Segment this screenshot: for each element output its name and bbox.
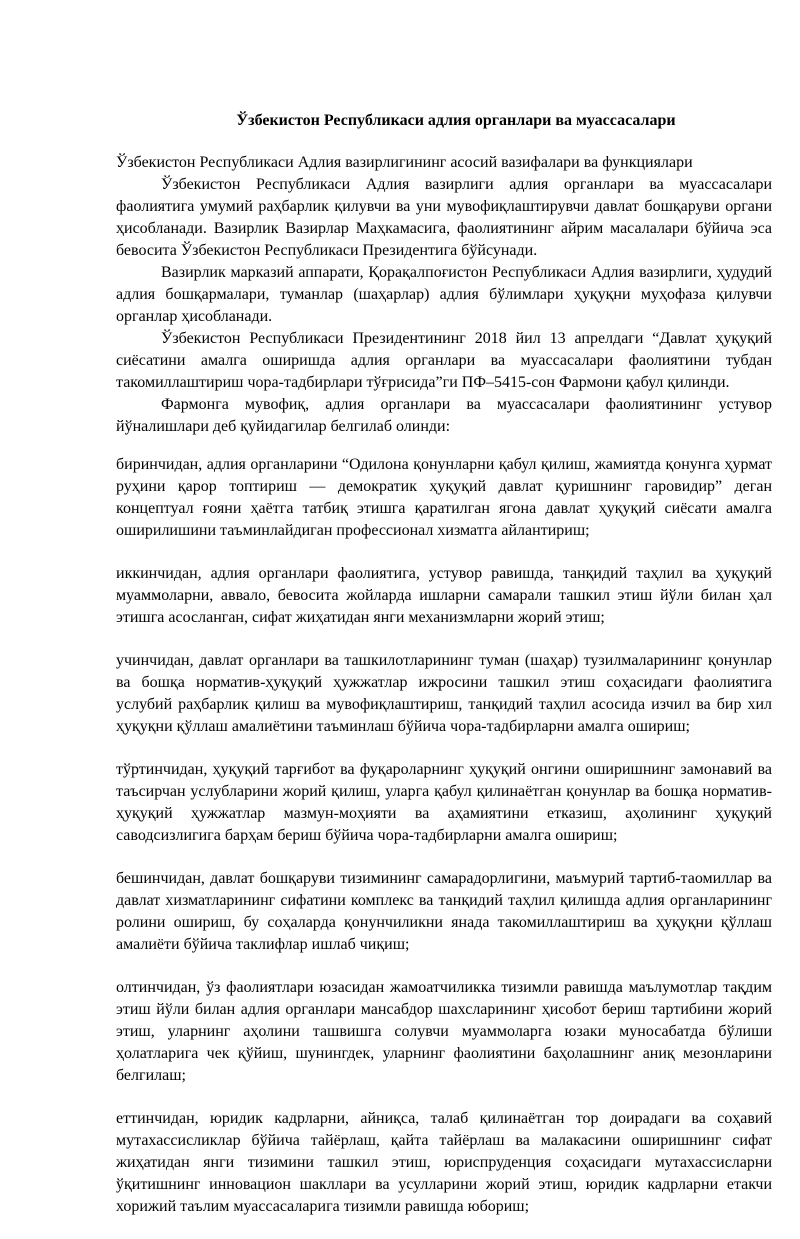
priority-item: еттинчидан, юридик кадрларни, айниқса, талаб қилинаётган тор доирадаги ва соҳавий мутахассисликлар бўйича тайёрлаш, қайта тайёрлаш ва малакасини оширишнинг сифат жиҳатидан янги тизимини ташкил этиш, юриспруденция соҳасидаги мутахассисларни ўқитишнинг инновацион шакллари ва усулларини жорий этиш, юридик кадрларни етакчи хорижий таълим муассасаларига тизимли равишда юбориш; xyxy=(116,1110,772,1215)
intro-paragraph: Фармонга мувофиқ, адлия органлари ва муассасалари фаолиятининг устувор йўналишлари деб қуйидагилар белгилаб олинди: xyxy=(116,396,772,435)
priority-item: биринчидан, адлия органларини “Одилона қонунларни қабул қилиш, жамиятда қонунга ҳурмат руҳини қарор топтириш — демократик ҳуқуқий давлат қуришнинг гаровидир” деган концептуал ғояни ҳаётга татбиқ этишга қаратилган ягона давлат ҳуқуқий сиёсати амалга оширилишини таъминлайдиган профессионал хизматга айлантириш; xyxy=(116,456,772,539)
priority-item: тўртинчидан, ҳуқуқий тарғибот ва фуқароларнинг ҳуқуқий онгини оширишнинг замонавий ва таъсирчан услубларини жорий қилиш, уларга қабул қилинаётган қонунлар ва бошқа норматив-ҳуқуқий ҳужжатлар мазмун-моҳияти ва аҳамиятини етказиш, аҳолининг ҳуқуқий саводсизлигига барҳам бериш бўйича чора-тадбирларни амалга ошириш; xyxy=(116,761,772,844)
priority-list xyxy=(116,454,772,1218)
intro-paragraph: Ўзбекистон Республикаси Адлия вазирлиги адлия органлари ва муассасалари фаолиятига умумий раҳбарлик қилувчи ва уни мувофиқлаштирувчи давлат бошқаруви органи ҳисобланади. Вазирлик Вазирлар Маҳкамасига, фаолиятининг айрим масалалари бўйича эса бевосита Ўзбекистон Республикаси Президентига бўйсунади. xyxy=(116,176,772,259)
priority-item: бешинчидан, давлат бошқаруви тизимининг самарадорлигини, маъмурий тартиб-таомиллар ва давлат хизматларининг сифатини комплекс ва танқидий таҳлил қилишда адлия органларининг ролини ошириш, бу соҳаларда қонунчиликни янада такомиллаштириш ва ҳуқуқни қўллаш амалиёти бўйича таклифлар ишлаб чиқиш; xyxy=(116,870,772,953)
document-page xyxy=(116,110,772,1239)
priority-item: иккинчидан, адлия органлари фаолиятига, устувор равишда, танқидий таҳлил ва ҳуқуқий муаммоларни, аввало, бевосита жойларда ишларни самарали ташкил этиш йўли билан ҳал этишга асосланган, сифат жиҳатидан янги механизмларни жорий этиш; xyxy=(116,565,772,626)
document-title: Ўзбекистон Республикаси адлия органлари ва муассасалари xyxy=(236,112,676,129)
intro-section xyxy=(116,152,772,438)
priority-item: олтинчидан, ўз фаолиятлари юзасидан жамоатчиликка тизимли равишда маълумотлар тақдим этиш йўли билан адлия органлари мансабдор шахсларининг ҳисобот бериш тартибини жорий этиш, уларнинг аҳолини ташвишга солувчи муаммоларга юзаки муносабатда бўлиши ҳолатларига чек қўйиш, шунингдек, уларнинг фаолиятини баҳолашнинг аниқ мезонларини белгилаш; xyxy=(116,979,772,1084)
intro-paragraph: Ўзбекистон Республикаси Президентининг 2018 йил 13 апрелдаги “Давлат ҳуқуқий сиёсатини амалга оширишда адлия органлари ва муассасалари фаолиятини тубдан такомиллаштириш чора-тадбирлари тўғрисида”ги ПФ–5415-сон Фармони қабул қилинди. xyxy=(116,330,772,391)
intro-heading: Ўзбекистон Республикаси Адлия вазирлигининг асосий вазифалари ва функциялари xyxy=(116,154,693,171)
priority-item: учинчидан, давлат органлари ва ташкилотларининг туман (шаҳар) тузилмаларининг қонунлар ва бошқа норматив-ҳуқуқий ҳужжатлар ижросини ташкил этиш соҳасидаги фаолиятига услубий раҳбарлик қилиш ва мувофиқлаштириш, танқидий таҳлил асосида изчил ва бир хил ҳуқуқни қўллаш амалиётини таъминлаш бўйича чора-тадбирларни амалга ошириш; xyxy=(116,652,772,735)
intro-paragraph: Вазирлик марказий аппарати, Қорақалпоғистон Республикаси Адлия вазирлиги, ҳудудий адлия бошқармалари, туманлар (шаҳарлар) адлия бўлимлари ҳуқуқни муҳофаза қилувчи органлар ҳисобланади. xyxy=(116,264,772,325)
